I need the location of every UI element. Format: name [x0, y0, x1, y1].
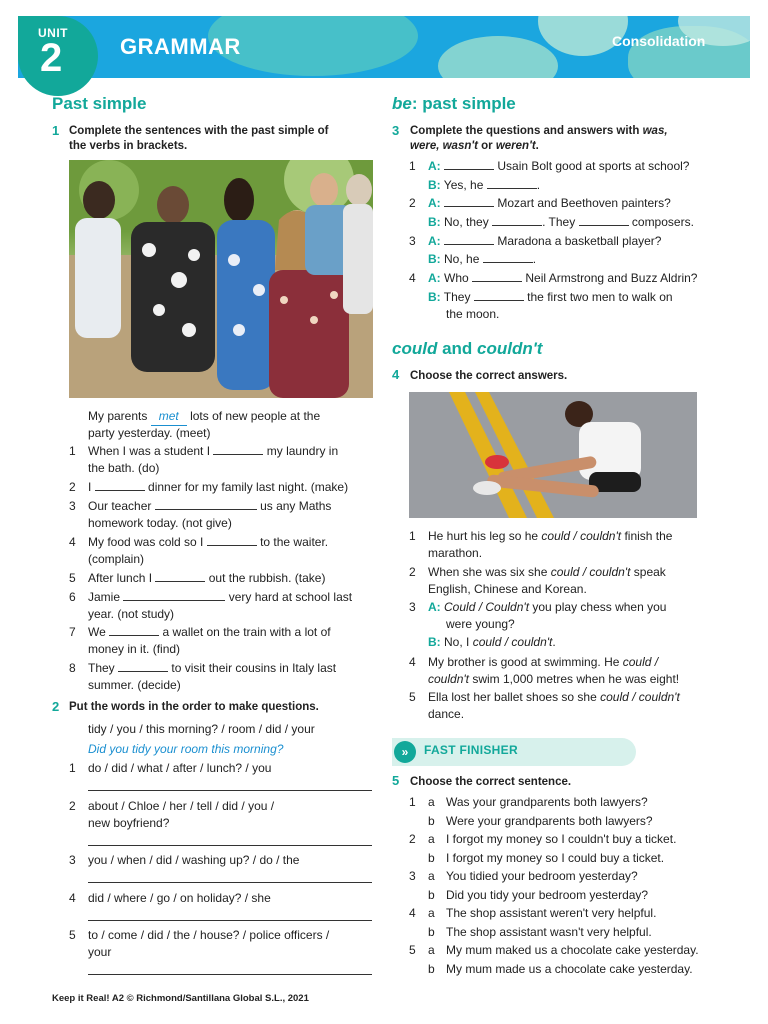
ex3-item-4-b: B: They the first two men to walk on: [428, 290, 673, 304]
exercise-5-instruction: Choose the correct sentence.: [410, 776, 572, 788]
ex2-item-num: 5: [69, 928, 76, 942]
ex1-example: My parents met lots of new people at the: [88, 408, 320, 426]
answer-blank[interactable]: [213, 444, 263, 455]
choice-option[interactable]: could /: [622, 655, 659, 669]
choice-option[interactable]: could / couldn't: [550, 565, 631, 579]
ex3-item-3-b: B: No, he .: [428, 252, 537, 266]
exercise-3-instruction: Complete the questions and answers with was, were, wasn't or weren't.: [410, 125, 668, 152]
ex2-item-num: 4: [69, 891, 76, 905]
ex5-option-letter: a: [428, 906, 435, 920]
ex1-item-num: 2: [69, 480, 76, 494]
ex1-item-num: 7: [69, 625, 76, 639]
ex4-item-num: 1: [409, 529, 416, 543]
ex1-item-num: 3: [69, 499, 76, 513]
answer-blank[interactable]: [487, 178, 537, 189]
unit-number: 2: [40, 36, 63, 80]
past-simple-title: Past simple: [52, 94, 147, 113]
choice-option[interactable]: could / couldn't: [541, 529, 622, 543]
ex1-item-8: They to visit their cousins in Italy last: [88, 661, 337, 675]
exercise-4-instruction: Choose the correct answers.: [410, 370, 568, 382]
ex4-item-2: When she was six she could / couldn't speak: [428, 565, 666, 579]
exercise-3-number: 3: [392, 123, 400, 138]
answer-blank[interactable]: [207, 535, 257, 546]
ex5-option-letter: b: [428, 813, 435, 828]
ex2-item-num: 3: [69, 853, 76, 867]
ex5-item-num: 1: [409, 795, 416, 809]
ex4-item-3-b: B: No, I could / couldn't.: [428, 635, 556, 649]
answer-blank[interactable]: [123, 590, 225, 601]
party-photo: [69, 160, 373, 398]
ex4-item-num: 4: [409, 655, 416, 669]
choice-option[interactable]: couldn't: [428, 672, 469, 686]
ex5-option-letter: a: [428, 832, 435, 846]
ex1-item-7: We a wallet on the train with a lot of: [88, 625, 331, 639]
ex1-item-1-line2: the bath. (do): [88, 461, 160, 475]
ex1-example-line2: party yesterday. (meet): [88, 426, 211, 440]
ex2-item-5-line2: your: [88, 945, 112, 959]
ex1-item-num: 6: [69, 590, 76, 604]
ex5-option-letter: b: [428, 961, 435, 976]
answer-blank[interactable]: [483, 252, 533, 263]
write-line[interactable]: [88, 790, 372, 791]
ex1-item-3: Our teacher us any Maths: [88, 499, 332, 513]
ex5-item-num: 2: [409, 832, 416, 846]
ex2-item-5: to / come / did / the / house? / police officers /: [88, 928, 330, 942]
ex4-item-num: 5: [409, 690, 416, 704]
answer-blank[interactable]: [118, 661, 168, 672]
exercise-4-number: 4: [392, 367, 400, 382]
ex3-item-1-a: A: Usain Bolt good at sports at school?: [428, 159, 690, 173]
ex4-item-4: My brother is good at swimming. He could /: [428, 655, 659, 669]
be-past-simple-title: be: past simple: [392, 94, 516, 113]
ex1-item-3-line2: homework today. (not give): [88, 516, 232, 530]
answer-blank[interactable]: [474, 290, 524, 301]
ex5-sentence-option[interactable]: My mum maked us a chocolate cake yesterday.: [446, 943, 699, 957]
double-chevron-icon: »: [394, 741, 416, 763]
ex5-option-letter: a: [428, 795, 435, 809]
ex5-sentence-option[interactable]: My mum made us a chocolate cake yesterday.: [446, 961, 693, 976]
ex1-item-num: 1: [69, 444, 76, 458]
ex5-sentence-option[interactable]: Did you tidy your bedroom yesterday?: [446, 887, 649, 902]
ex1-item-num: 5: [69, 571, 76, 585]
ex2-item-num: 2: [69, 799, 76, 813]
answer-blank[interactable]: [444, 196, 494, 207]
ex4-item-num: 3: [409, 600, 416, 614]
exercise-2-number: 2: [52, 699, 60, 714]
answer-blank[interactable]: [444, 159, 494, 170]
ex5-sentence-option[interactable]: I forgot my money so I could buy a ticket.: [446, 850, 665, 865]
ex4-item-5: Ella lost her ballet shoes so she could / couldn't: [428, 690, 680, 704]
ex5-item-num: 5: [409, 943, 416, 957]
fast-finisher-label: FAST FINISHER: [424, 743, 518, 757]
section-label: Consolidation: [612, 33, 706, 49]
ex3-item-num: 2: [409, 196, 416, 210]
ex4-item-1: He hurt his leg so he could / couldn't finish the: [428, 529, 673, 543]
ex5-option-letter: a: [428, 869, 435, 883]
ex1-item-5: After lunch I out the rubbish. (take): [88, 571, 326, 585]
answer-blank[interactable]: [492, 215, 542, 226]
page-title: GRAMMAR: [120, 34, 241, 59]
ex3-item-1-b: B: Yes, he .: [428, 178, 541, 192]
write-line[interactable]: [88, 882, 372, 883]
exercise-5-number: 5: [392, 773, 400, 788]
exercise-1-number: 1: [52, 123, 60, 138]
answer-blank[interactable]: [109, 625, 159, 636]
ex1-item-1: When I was a student I my laundry in: [88, 444, 339, 458]
ex2-item-num: 1: [69, 761, 76, 775]
footer-copyright: Keep it Real! A2 © Richmond/Santillana Global S.L., 2021: [52, 993, 309, 1004]
ex1-item-num: 8: [69, 661, 76, 675]
ex4-item-2-line2: English, Chinese and Korean.: [428, 582, 587, 596]
ex2-item-2-line2: new boyfriend?: [88, 816, 170, 830]
answer-blank[interactable]: [155, 571, 205, 582]
ex1-item-6: Jamie very hard at school last: [88, 590, 353, 604]
ex2-item-1: do / did / what / after / lunch? / you: [88, 761, 272, 775]
answer-blank[interactable]: [95, 480, 145, 491]
ex4-item-4-line2: couldn't swim 1,000 metres when he was eight!: [428, 672, 680, 686]
ex5-sentence-option[interactable]: The shop assistant weren't very helpful.: [446, 906, 657, 920]
ex1-item-4: My food was cold so I to the waiter.: [88, 535, 329, 549]
exercise-2-instruction: Put the words in the order to make questions.: [69, 701, 319, 713]
ex1-item-2: I dinner for my family last night. (make): [88, 480, 349, 494]
ex2-item-2: about / Chloe / her / tell / did / you /: [88, 799, 275, 813]
ex5-sentence-option[interactable]: You tidied your bedroom yesterday?: [446, 869, 638, 883]
ex1-item-6-line2: year. (not study): [88, 607, 175, 621]
ex1-example-answer: met: [158, 409, 179, 423]
ex5-sentence-option[interactable]: Was your grandparents both lawyers?: [446, 795, 648, 809]
answer-blank[interactable]: [155, 499, 257, 510]
ex4-item-5-line2: dance.: [428, 707, 465, 721]
ex5-option-letter: b: [428, 924, 435, 939]
ex5-sentence-option[interactable]: The shop assistant wasn't very helpful.: [446, 924, 652, 939]
exercise-1-instruction: Complete the sentences with the past simple of the verbs in brackets.: [69, 125, 329, 152]
ex1-item-7-line2: money in it. (find): [88, 642, 181, 656]
ex2-item-3: you / when / did / washing up? / do / the: [88, 853, 300, 867]
answer-blank[interactable]: [444, 234, 494, 245]
ex3-item-num: 1: [409, 159, 416, 173]
choice-option[interactable]: Could / Couldn't: [444, 600, 530, 614]
ex5-option-letter: b: [428, 850, 435, 865]
ex3-item-3-a: A: Maradona a basketball player?: [428, 234, 662, 248]
ex4-item-3-a-line2: were young?: [446, 617, 515, 631]
ex3-item-num: 4: [409, 271, 416, 285]
ex3-item-4-a: A: Who Neil Armstrong and Buzz Aldrin?: [428, 271, 698, 285]
unit-badge: [18, 16, 98, 96]
write-line[interactable]: [88, 974, 372, 975]
ex3-item-4-b-line2: the moon.: [446, 307, 500, 321]
ex4-item-num: 2: [409, 565, 416, 579]
ex5-sentence-option[interactable]: I forgot my money so I couldn't buy a ticket.: [446, 832, 677, 846]
answer-blank[interactable]: [472, 271, 522, 282]
ex2-item-4: did / where / go / on holiday? / she: [88, 891, 271, 905]
choice-option[interactable]: could / couldn't: [472, 635, 553, 649]
ex1-item-num: 4: [69, 535, 76, 549]
ex2-example-answer: Did you tidy your room this morning?: [88, 742, 284, 756]
runner-photo: [409, 392, 697, 518]
ex4-item-1-line2: marathon.: [428, 546, 483, 560]
answer-blank[interactable]: [579, 215, 629, 226]
ex1-item-8-line2: summer. (decide): [88, 678, 181, 692]
could-couldnt-title: could and couldn't: [392, 339, 543, 358]
ex5-option-letter: b: [428, 887, 435, 902]
ex3-item-2-b: B: No, they . They composers.: [428, 215, 694, 229]
ex2-example-words: tidy / you / this morning? / room / did / your: [88, 722, 315, 736]
ex3-item-num: 3: [409, 234, 416, 248]
ex5-item-num: 4: [409, 906, 416, 920]
ex3-item-2-a: A: Mozart and Beethoven painters?: [428, 196, 671, 210]
choice-option[interactable]: could / couldn't: [600, 690, 680, 704]
write-line[interactable]: [88, 845, 372, 846]
ex1-item-4-line2: (complain): [88, 552, 145, 566]
ex5-item-num: 3: [409, 869, 416, 883]
ex5-option-letter: a: [428, 943, 435, 957]
ex4-item-3-a: A: Could / Couldn't you play chess when you: [428, 600, 667, 614]
write-line[interactable]: [88, 920, 372, 921]
ex5-sentence-option[interactable]: Were your grandparents both lawyers?: [446, 813, 653, 828]
unit-label: UNIT: [38, 26, 68, 40]
